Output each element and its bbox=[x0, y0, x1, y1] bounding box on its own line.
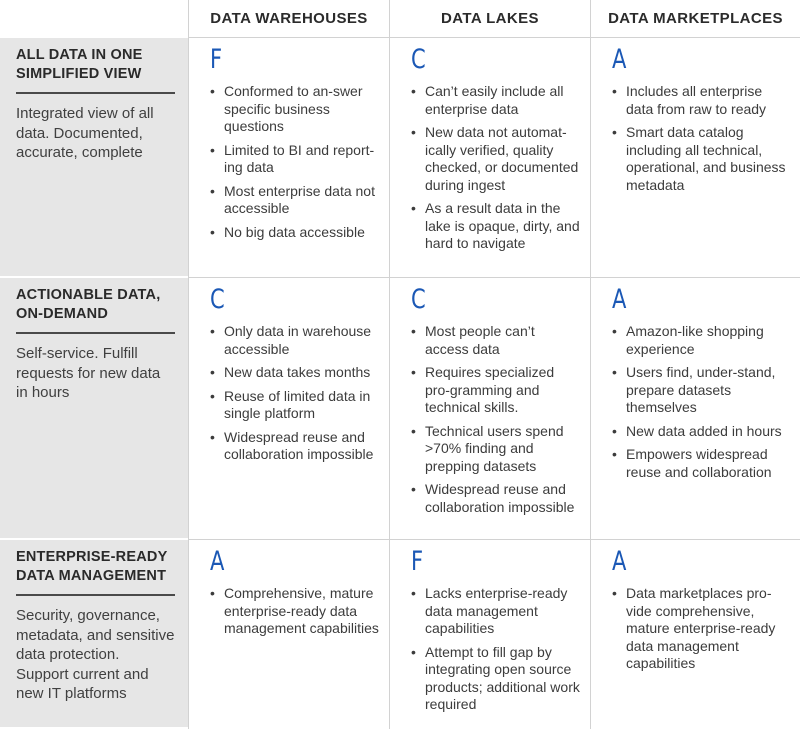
bullet-item: • Only data in warehouse accessible bbox=[210, 323, 379, 358]
grade-letter: C bbox=[411, 284, 426, 315]
cell-warehouses-all-data bbox=[188, 38, 389, 278]
bullet-item: • Attempt to fill gap by integrating open source products; additional work required bbox=[411, 644, 580, 714]
bullet-item: • New data added in hours bbox=[612, 423, 790, 441]
cell-lakes-actionable bbox=[389, 278, 590, 540]
bullet-item: • Comprehensive, mature enterprise-ready data management capabilities bbox=[210, 585, 379, 638]
bullet-list bbox=[210, 83, 379, 241]
bullet-item: • Empowers widespread reuse and collaboration bbox=[612, 446, 790, 481]
column-header-data-marketplaces: DATA MARKETPLACES bbox=[590, 0, 800, 38]
grade-letter: F bbox=[411, 546, 424, 577]
bullet-item: • Data marketplaces pro-vide comprehensive, mature enterprise-ready data management capabilities bbox=[612, 585, 790, 673]
bullet-item: • Most people can’t access data bbox=[411, 323, 580, 358]
row-title: ACTIONABLE DATA, ON-DEMAND bbox=[16, 286, 175, 334]
bullet-list bbox=[612, 585, 790, 673]
grade-letter: A bbox=[210, 546, 225, 577]
bullet-item: • Reuse of limited data in single platform bbox=[210, 388, 379, 423]
column-header-data-lakes: DATA LAKES bbox=[389, 0, 590, 38]
cell-lakes-all-data bbox=[389, 38, 590, 278]
row-description: Security, governance, metadata, and sensitive data protection. Support current and new IT platforms bbox=[16, 607, 175, 702]
bullet-item: • No big data accessible bbox=[210, 224, 379, 242]
row-header-all-data bbox=[0, 38, 188, 278]
bullet-list bbox=[411, 323, 580, 516]
bullet-item: • Most enterprise data not accessible bbox=[210, 183, 379, 218]
bullet-item: • Technical users spend >70% finding and prepping datasets bbox=[411, 423, 580, 476]
row-title: ENTERPRISE-READY DATA MANAGEMENT bbox=[16, 548, 175, 596]
bullet-item: • New data not automat-ically verified, quality checked, or documented during ingest bbox=[411, 124, 580, 194]
row-title: ALL DATA IN ONE SIMPLIFIED VIEW bbox=[16, 46, 175, 94]
row-description: Self-service. Fulfill requests for new data in hours bbox=[16, 345, 161, 401]
bullet-item: • Widespread reuse and collaboration impossible bbox=[411, 481, 580, 516]
cell-warehouses-enterprise bbox=[188, 540, 389, 729]
bullet-item: • Smart data catalog including all technical, operational, and business metadata bbox=[612, 124, 790, 194]
cell-marketplaces-actionable bbox=[590, 278, 800, 540]
cell-warehouses-actionable bbox=[188, 278, 389, 540]
bullet-item: • New data takes months bbox=[210, 364, 379, 382]
grade-letter: F bbox=[210, 44, 223, 75]
cell-marketplaces-all-data bbox=[590, 38, 800, 278]
bullet-item: • Includes all enterprise data from raw to ready bbox=[612, 83, 790, 118]
bullet-list bbox=[612, 83, 790, 194]
bullet-list bbox=[612, 323, 790, 481]
grade-letter: A bbox=[612, 44, 627, 75]
cell-marketplaces-enterprise bbox=[590, 540, 800, 729]
row-description: Integrated view of all data. Documented, accurate, complete bbox=[16, 105, 154, 161]
bullet-item: • Limited to BI and report-ing data bbox=[210, 142, 379, 177]
table-corner bbox=[0, 0, 188, 38]
bullet-list bbox=[210, 585, 379, 638]
bullet-item: • Can’t easily include all enterprise data bbox=[411, 83, 580, 118]
bullet-item: • Amazon-like shopping experience bbox=[612, 323, 790, 358]
bullet-list bbox=[210, 323, 379, 464]
bullet-item: • Requires specialized pro-gramming and technical skills. bbox=[411, 364, 580, 417]
bullet-item: • As a result data in the lake is opaque, dirty, and hard to navigate bbox=[411, 200, 580, 253]
bullet-item: • Conformed to an-swer specific business questions bbox=[210, 83, 379, 136]
bullet-list bbox=[411, 83, 580, 253]
bullet-list bbox=[411, 585, 580, 714]
grade-letter: C bbox=[411, 44, 426, 75]
bullet-item: • Widespread reuse and collaboration impossible bbox=[210, 429, 379, 464]
grade-letter: C bbox=[210, 284, 225, 315]
column-header-data-warehouses: DATA WAREHOUSES bbox=[188, 0, 389, 38]
cell-lakes-enterprise bbox=[389, 540, 590, 729]
row-header-enterprise-ready bbox=[0, 540, 188, 729]
bullet-item: • Lacks enterprise-ready data management capabilities bbox=[411, 585, 580, 638]
bullet-item: • Users find, under-stand, prepare datasets themselves bbox=[612, 364, 790, 417]
grade-letter: A bbox=[612, 546, 627, 577]
grade-letter: A bbox=[612, 284, 627, 315]
row-header-actionable-data bbox=[0, 278, 188, 540]
